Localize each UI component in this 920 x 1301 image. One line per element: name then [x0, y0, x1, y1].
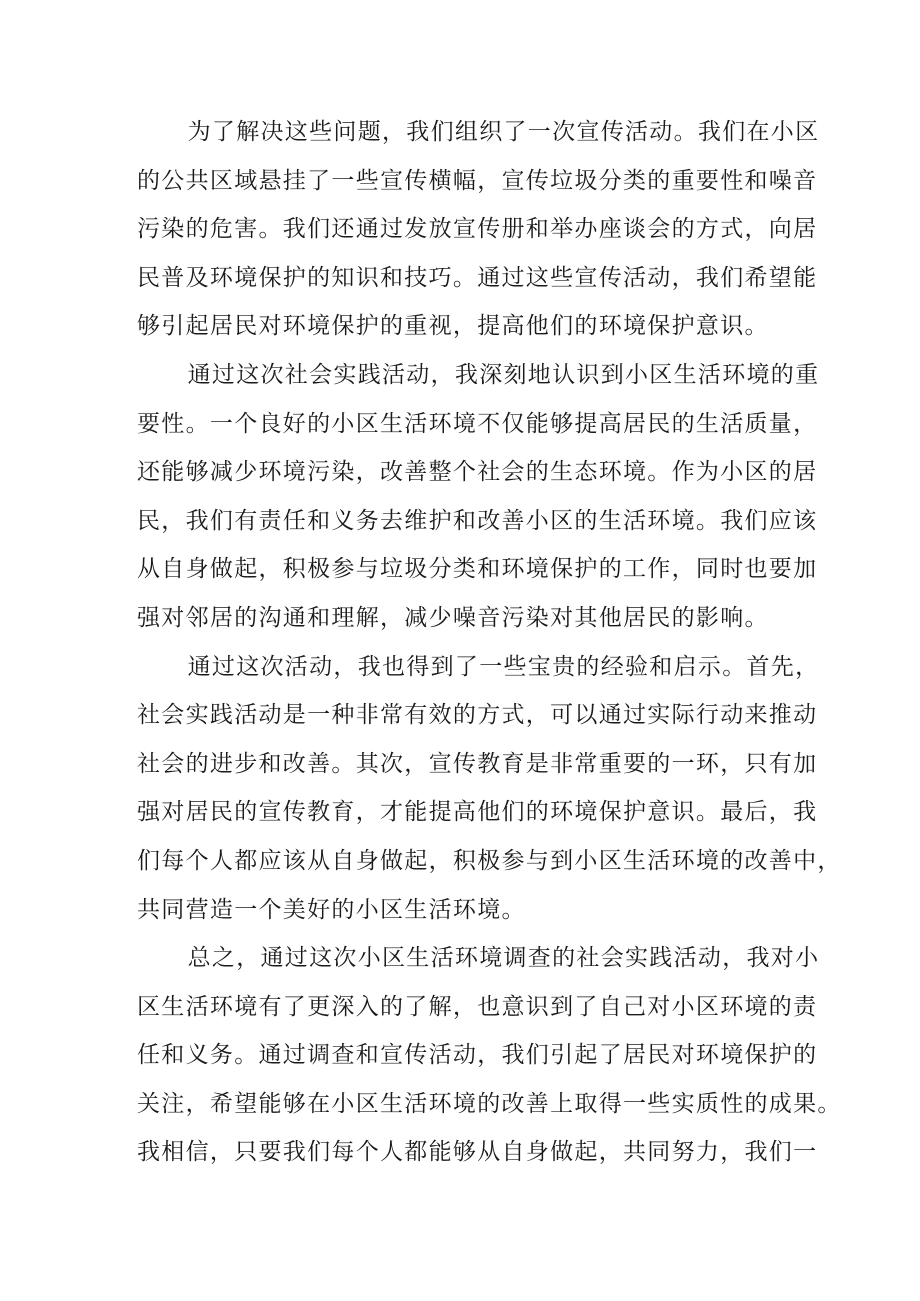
text-line: 关注，希望能够在小区生活环境的改善上取得一些实质性的成果。 [137, 1090, 842, 1117]
text-line: 区生活环境有了更深入的了解，也意识到了自己对小区环境的责 [137, 993, 818, 1020]
text-line: 我相信，只要我们每个人都能够从自身做起，共同努力，我们一 [137, 1139, 818, 1166]
text-line: 通过这次活动，我也得到了一些宝贵的经验和启示。首先， [187, 653, 820, 680]
paragraph-4 [137, 934, 842, 1177]
text-line: 还能够减少环境污染，改善整个社会的生态环境。作为小区的居 [137, 459, 818, 486]
text-line: 社会的进步和改善。其次，宣传教育是非常重要的一环，只有加 [137, 750, 818, 777]
document-body [137, 108, 842, 1177]
text-line: 够引起居民对环境保护的重视，提高他们的环境保护意识。 [137, 313, 769, 340]
text-line: 强对居民的宣传教育，才能提高他们的环境保护意识。最后，我 [137, 799, 818, 826]
text-line: 任和义务。通过调查和宣传活动，我们引起了居民对环境保护的 [137, 1042, 818, 1069]
text-line: 污染的危害。我们还通过发放宣传册和举办座谈会的方式，向居 [137, 216, 818, 243]
text-line: 社会实践活动是一种非常有效的方式，可以通过实际行动来推动 [137, 702, 818, 729]
text-line: 总之，通过这次小区生活环境调查的社会实践活动，我对小 [187, 945, 820, 972]
paragraph-1 [137, 108, 820, 351]
paragraph-2 [137, 351, 820, 643]
text-line: 为了解决这些问题，我们组织了一次宣传活动。我们在小区 [187, 119, 820, 145]
text-line: 们每个人都应该从自身做起，积极参与到小区生活环境的改善中， [137, 847, 842, 874]
text-line: 民普及环境保护的知识和技巧。通过这些宣传活动，我们希望能 [137, 264, 818, 291]
text-line: 从自身做起，积极参与垃圾分类和环境保护的工作，同时也要加 [137, 556, 818, 583]
text-line: 强对邻居的沟通和理解，减少噪音污染对其他居民的影响。 [137, 604, 769, 631]
text-line: 要性。一个良好的小区生活环境不仅能够提高居民的生活质量， [137, 410, 818, 437]
text-line: 的公共区域悬挂了一些宣传横幅，宣传垃圾分类的重要性和噪音 [137, 167, 818, 194]
paragraph-3 [137, 643, 842, 935]
text-line: 通过这次社会实践活动，我深刻地认识到小区生活环境的重 [187, 361, 820, 388]
text-line: 共同营造一个美好的小区生活环境。 [137, 896, 526, 923]
text-line: 民，我们有责任和义务去维护和改善小区的生活环境。我们应该 [137, 507, 818, 534]
